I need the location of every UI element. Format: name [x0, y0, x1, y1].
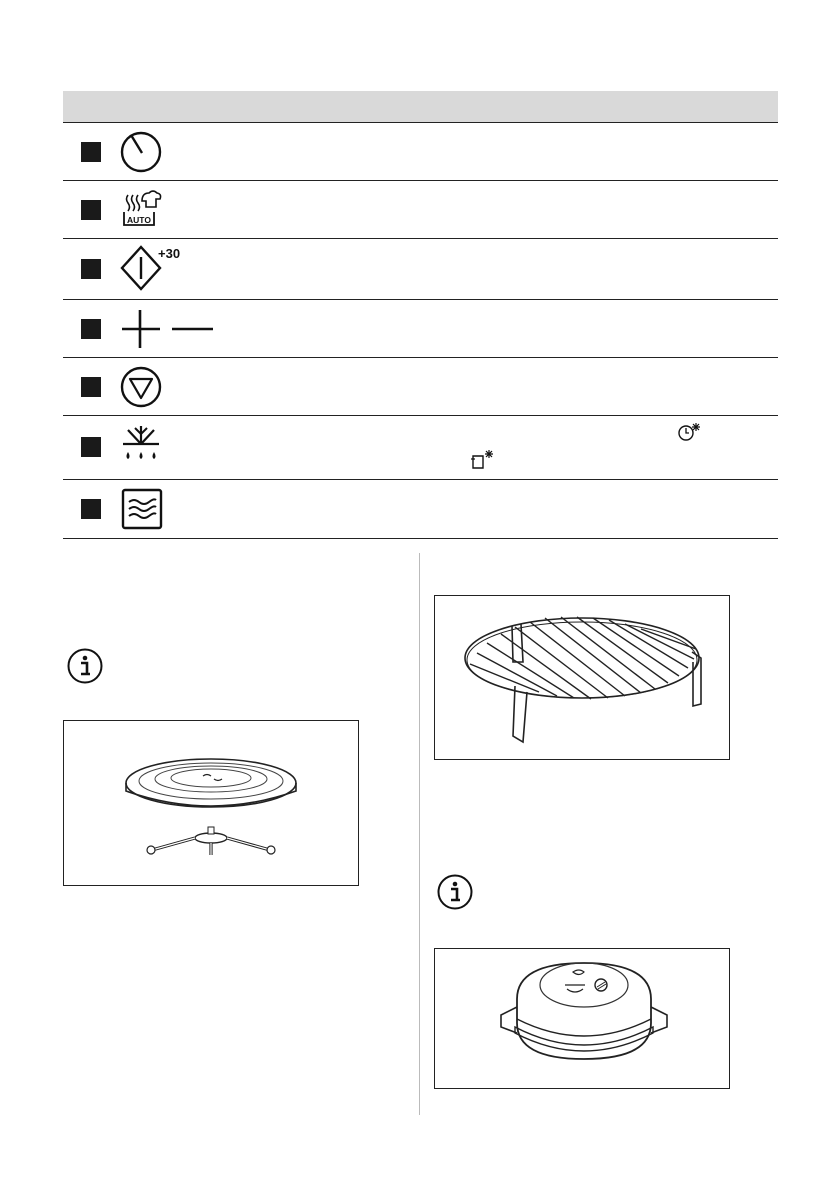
row-number-marker [81, 319, 101, 339]
table-row [63, 480, 778, 539]
table-row [63, 416, 778, 480]
defrost-icon [118, 422, 168, 472]
steam-cooker-illustration [435, 949, 729, 1088]
row-number-marker [81, 437, 101, 457]
table-row [63, 358, 778, 416]
column-divider [419, 553, 420, 1115]
plus30-label: +30 [158, 246, 181, 261]
time-defrost-icon [470, 448, 496, 470]
turntable-figure [63, 720, 359, 886]
row-number-marker [81, 142, 101, 162]
turntable-illustration [64, 721, 358, 885]
plus-minus-icon [118, 308, 218, 350]
info-icon [436, 873, 474, 911]
microwave-icon [118, 488, 168, 532]
table-row [63, 239, 778, 300]
wire-rack-illustration [435, 596, 729, 759]
table-row [63, 300, 778, 358]
auto-steam-icon [118, 187, 168, 231]
row-number-marker [81, 200, 101, 220]
svg-text:AUTO: AUTO [127, 215, 151, 225]
start-plus30-icon [118, 243, 198, 291]
info-icon [66, 647, 104, 685]
stop-icon [118, 366, 168, 410]
timer-icon [118, 131, 168, 175]
table-row [63, 181, 778, 239]
table-header [63, 91, 778, 123]
row-number-marker [81, 499, 101, 519]
row-number-marker [81, 259, 101, 279]
steam-cooker-figure [434, 948, 730, 1089]
weight-defrost-icon [677, 421, 703, 443]
row-number-marker [81, 377, 101, 397]
function-table [63, 91, 778, 539]
wire-rack-figure [434, 595, 730, 760]
table-row [63, 123, 778, 181]
